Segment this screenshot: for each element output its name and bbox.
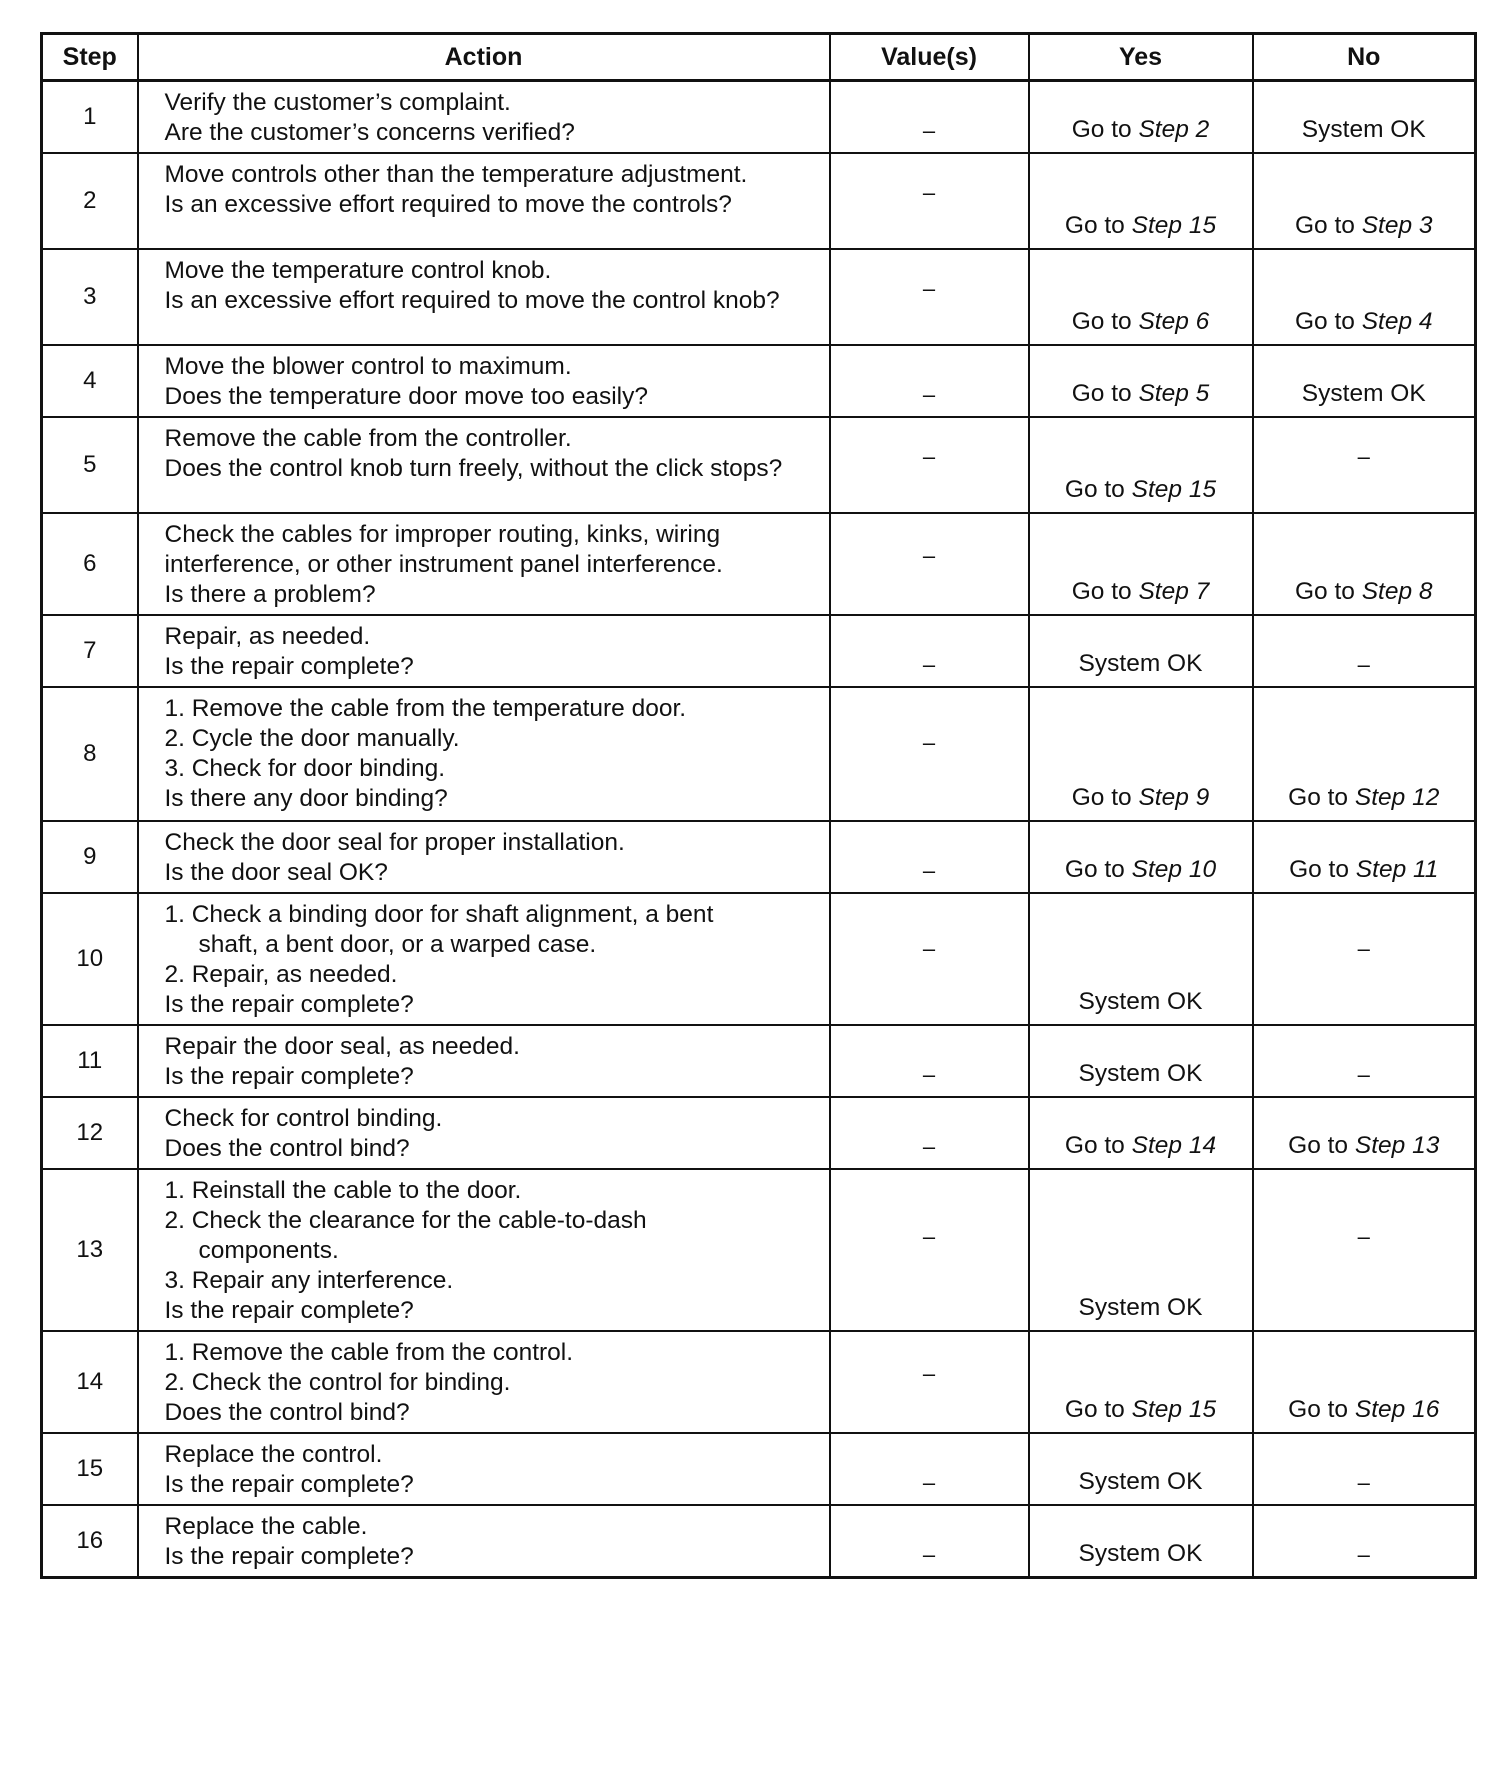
go-to-label: Go to [1289,856,1356,883]
dash-text: – [922,1062,936,1087]
header-values: Value(s) [830,34,1029,81]
action-cell [138,615,830,687]
table-row [42,345,1476,417]
go-to-label: Go to [1288,784,1355,811]
value-cell [830,81,1029,154]
action-line: Is an excessive effort required to move the controls? [164,191,732,218]
action-line: Check the cables for improper routing, kinks, wiring interference, or other instrument panel interference. [164,521,723,578]
go-to-label: Go to [1288,1396,1355,1423]
action-line: Is an excessive effort required to move the control knob? [164,287,780,314]
action-line: Move the temperature control knob. [164,257,552,284]
value-cell [830,513,1029,615]
go-to-label: Go to [1071,116,1139,143]
action-cell [138,1169,830,1331]
outcome-text: System OK [1078,1468,1203,1495]
action-cell [138,417,830,513]
dash-text: – [922,180,936,206]
go-to-step-link [1030,308,1252,336]
step-number: 10 [42,893,138,1025]
dash-text: – [1357,1062,1370,1087]
step-ref: Step 14 [1131,1132,1217,1159]
go-to-step-link [1254,1132,1475,1160]
step-ref: Step 10 [1131,856,1217,883]
yes-cell [1029,615,1253,687]
table-row [42,513,1476,615]
action-line: Is the repair complete? [164,991,414,1018]
header-yes: Yes [1029,34,1253,81]
action-substep: 3. Check for door binding. [164,755,446,782]
dash-text: – [922,935,936,961]
go-to-step-link [1030,1396,1252,1424]
yes-cell [1029,345,1253,417]
value-cell [830,249,1029,345]
table-row [42,1097,1476,1169]
go-to-label: Go to [1071,308,1139,335]
value-cell [830,153,1029,249]
action-cell [138,687,830,821]
no-cell [1253,417,1476,513]
no-cell [1253,1433,1476,1505]
action-cell [138,1097,830,1169]
no-cell [1253,1025,1476,1097]
yes-cell [1029,1433,1253,1505]
table-row [42,893,1476,1025]
action-substep: 3. Repair any interference. [164,1267,454,1294]
action-line: Is the repair complete? [164,653,414,680]
table-body [42,81,1476,1578]
yes-cell [1029,1331,1253,1433]
dash-text: – [922,1470,936,1495]
action-line: Check the door seal for proper installation. [164,829,625,856]
step-number: 6 [42,513,138,615]
yes-cell [1029,249,1253,345]
step-ref: Step 8 [1361,578,1433,605]
action-cell [138,893,830,1025]
dash-text: – [1357,1224,1370,1250]
go-to-label: Go to [1064,212,1132,239]
step-ref: Step 15 [1131,212,1217,239]
no-cell [1253,1505,1476,1578]
step-number: 4 [42,345,138,417]
table-row [42,81,1476,154]
go-to-label: Go to [1064,476,1132,503]
table-row [42,1433,1476,1505]
step-ref: Step 15 [1131,476,1217,503]
go-to-label: Go to [1071,784,1139,811]
no-cell [1253,81,1476,154]
yes-cell [1029,1025,1253,1097]
dash-text: – [922,1134,936,1159]
go-to-step-link [1254,308,1475,336]
action-substep-continued: shaft, a bent door, or a warped case. [198,931,597,958]
step-number: 5 [42,417,138,513]
action-line: Repair, as needed. [164,623,371,650]
dash-text: – [1357,1470,1370,1495]
action-substep: 1. Remove the cable from the control. [164,1339,574,1366]
yes-cell [1029,1169,1253,1331]
table-row [42,687,1476,821]
header-step: Step [42,34,138,81]
action-line: Does the temperature door move too easily? [164,383,648,410]
go-to-label: Go to [1071,380,1139,407]
action-line: Replace the cable. [164,1513,368,1540]
go-to-step-link [1030,784,1252,812]
step-ref: Step 7 [1138,578,1210,605]
step-number: 7 [42,615,138,687]
action-line: Is the repair complete? [164,1063,414,1090]
action-line: Repair the door seal, as needed. [164,1033,520,1060]
dash-text: – [922,444,936,470]
action-substep: 2. Cycle the door manually. [164,725,460,752]
action-line: Move the blower control to maximum. [164,353,572,380]
outcome-text: System OK [1301,380,1426,407]
dash-text: – [1357,444,1370,470]
go-to-label: Go to [1064,1132,1132,1159]
yes-cell [1029,1097,1253,1169]
dash-text: – [922,382,936,407]
action-line: Is the repair complete? [164,1471,414,1498]
header-no: No [1253,34,1476,81]
value-cell [830,1331,1029,1433]
action-line: Replace the control. [164,1441,383,1468]
action-line: Verify the customer’s complaint. [164,89,511,116]
action-cell [138,1433,830,1505]
action-cell [138,345,830,417]
value-cell [830,1097,1029,1169]
header-row [42,34,1476,81]
action-substep: 1. Remove the cable from the temperature door. [164,695,687,722]
action-cell [138,153,830,249]
action-cell [138,1331,830,1433]
action-substep: 1. Reinstall the cable to the door. [164,1177,522,1204]
outcome-text: System OK [1301,116,1426,143]
action-substep: 1. Check a binding door for shaft alignment, a bent [164,901,714,928]
value-cell [830,1169,1029,1331]
dash-text: – [922,543,936,568]
go-to-step-link [1030,856,1252,884]
action-line: Check for control binding. [164,1105,443,1132]
step-number: 2 [42,153,138,249]
go-to-step-link [1254,578,1475,606]
go-to-label: Go to [1064,856,1132,883]
action-substep: 2. Check the clearance for the cable-to-dash [164,1207,647,1234]
action-line: Does the control bind? [164,1399,410,1426]
dash-text: – [922,1542,936,1567]
table-row [42,615,1476,687]
value-cell [830,687,1029,821]
go-to-label: Go to [1288,1132,1355,1159]
dash-text: – [922,1361,936,1386]
action-line: Is there any door binding? [164,785,448,812]
table-row [42,1331,1476,1433]
go-to-label: Go to [1294,578,1362,605]
step-number: 14 [42,1331,138,1433]
step-ref: Step 12 [1354,784,1440,811]
step-number: 12 [42,1097,138,1169]
yes-cell [1029,81,1253,154]
no-cell [1253,1331,1476,1433]
outcome-text: System OK [1078,988,1203,1015]
go-to-step-link [1030,116,1252,144]
action-line: Remove the cable from the controller. [164,425,572,452]
go-to-step-link [1254,784,1475,812]
action-cell [138,513,830,615]
dash-text: – [922,730,936,756]
outcome-text: System OK [1078,1540,1203,1567]
action-cell [138,1505,830,1578]
yes-cell [1029,417,1253,513]
diagnostic-table [40,32,1477,1579]
step-number: 8 [42,687,138,821]
table-row [42,1169,1476,1331]
value-cell [830,345,1029,417]
step-number: 15 [42,1433,138,1505]
yes-cell [1029,513,1253,615]
go-to-step-link [1254,856,1475,884]
action-cell [138,821,830,893]
dash-text: – [1357,652,1370,677]
action-cell [138,81,830,154]
go-to-step-link [1254,212,1475,240]
go-to-step-link [1030,578,1252,606]
value-cell [830,417,1029,513]
step-ref: Step 9 [1138,784,1210,811]
step-number: 1 [42,81,138,154]
go-to-step-link [1030,476,1252,504]
yes-cell [1029,687,1253,821]
go-to-step-link [1030,1132,1252,1160]
outcome-text: System OK [1078,650,1203,677]
value-cell [830,1433,1029,1505]
action-line: Is the repair complete? [164,1297,414,1324]
outcome-text: System OK [1078,1060,1203,1087]
go-to-step-link [1254,1396,1475,1424]
action-line: Move controls other than the temperature adjustment. [164,161,748,188]
step-number: 13 [42,1169,138,1331]
no-cell [1253,893,1476,1025]
table-row [42,417,1476,513]
table-row [42,153,1476,249]
dash-text: – [1357,935,1370,961]
action-cell [138,249,830,345]
go-to-step-link [1030,380,1252,408]
dash-text: – [922,652,936,677]
no-cell [1253,513,1476,615]
step-ref: Step 11 [1355,856,1439,883]
value-cell [830,1505,1029,1578]
action-substep-continued: components. [198,1237,339,1264]
value-cell [830,1025,1029,1097]
no-cell [1253,249,1476,345]
go-to-label: Go to [1071,578,1139,605]
step-number: 3 [42,249,138,345]
no-cell [1253,615,1476,687]
dash-text: – [922,118,936,143]
value-cell [830,893,1029,1025]
dash-text: – [1357,1542,1370,1567]
dash-text: – [922,1224,936,1250]
go-to-label: Go to [1064,1396,1132,1423]
yes-cell [1029,893,1253,1025]
step-ref: Step 4 [1361,308,1433,335]
step-ref: Step 3 [1361,212,1433,239]
dash-text: – [922,858,936,883]
action-line: Is the repair complete? [164,1543,414,1570]
action-line: Does the control knob turn freely, without the click stops? [164,455,783,482]
yes-cell [1029,1505,1253,1578]
action-line: Is there a problem? [164,581,376,608]
step-ref: Step 6 [1138,308,1210,335]
no-cell [1253,821,1476,893]
header-action: Action [138,34,830,81]
value-cell [830,821,1029,893]
yes-cell [1029,821,1253,893]
value-cell [830,615,1029,687]
table-row [42,1505,1476,1578]
action-substep: 2. Check the control for binding. [164,1369,511,1396]
action-line: Is the door seal OK? [164,859,388,886]
step-ref: Step 15 [1131,1396,1217,1423]
action-cell [138,1025,830,1097]
table-row [42,821,1476,893]
table-row [42,249,1476,345]
go-to-label: Go to [1294,308,1362,335]
yes-cell [1029,153,1253,249]
step-number: 16 [42,1505,138,1578]
action-line: Are the customer’s concerns verified? [164,119,575,146]
no-cell [1253,153,1476,249]
step-number: 11 [42,1025,138,1097]
step-ref: Step 2 [1138,116,1210,143]
table-row [42,1025,1476,1097]
no-cell [1253,1169,1476,1331]
step-ref: Step 16 [1354,1396,1440,1423]
step-ref: Step 13 [1354,1132,1440,1159]
go-to-step-link [1030,212,1252,240]
step-number: 9 [42,821,138,893]
dash-text: – [922,276,936,302]
action-substep: 2. Repair, as needed. [164,961,398,988]
action-line: Does the control bind? [164,1135,410,1162]
go-to-label: Go to [1294,212,1362,239]
step-ref: Step 5 [1138,380,1210,407]
no-cell [1253,687,1476,821]
outcome-text: System OK [1078,1294,1203,1321]
no-cell [1253,345,1476,417]
no-cell [1253,1097,1476,1169]
